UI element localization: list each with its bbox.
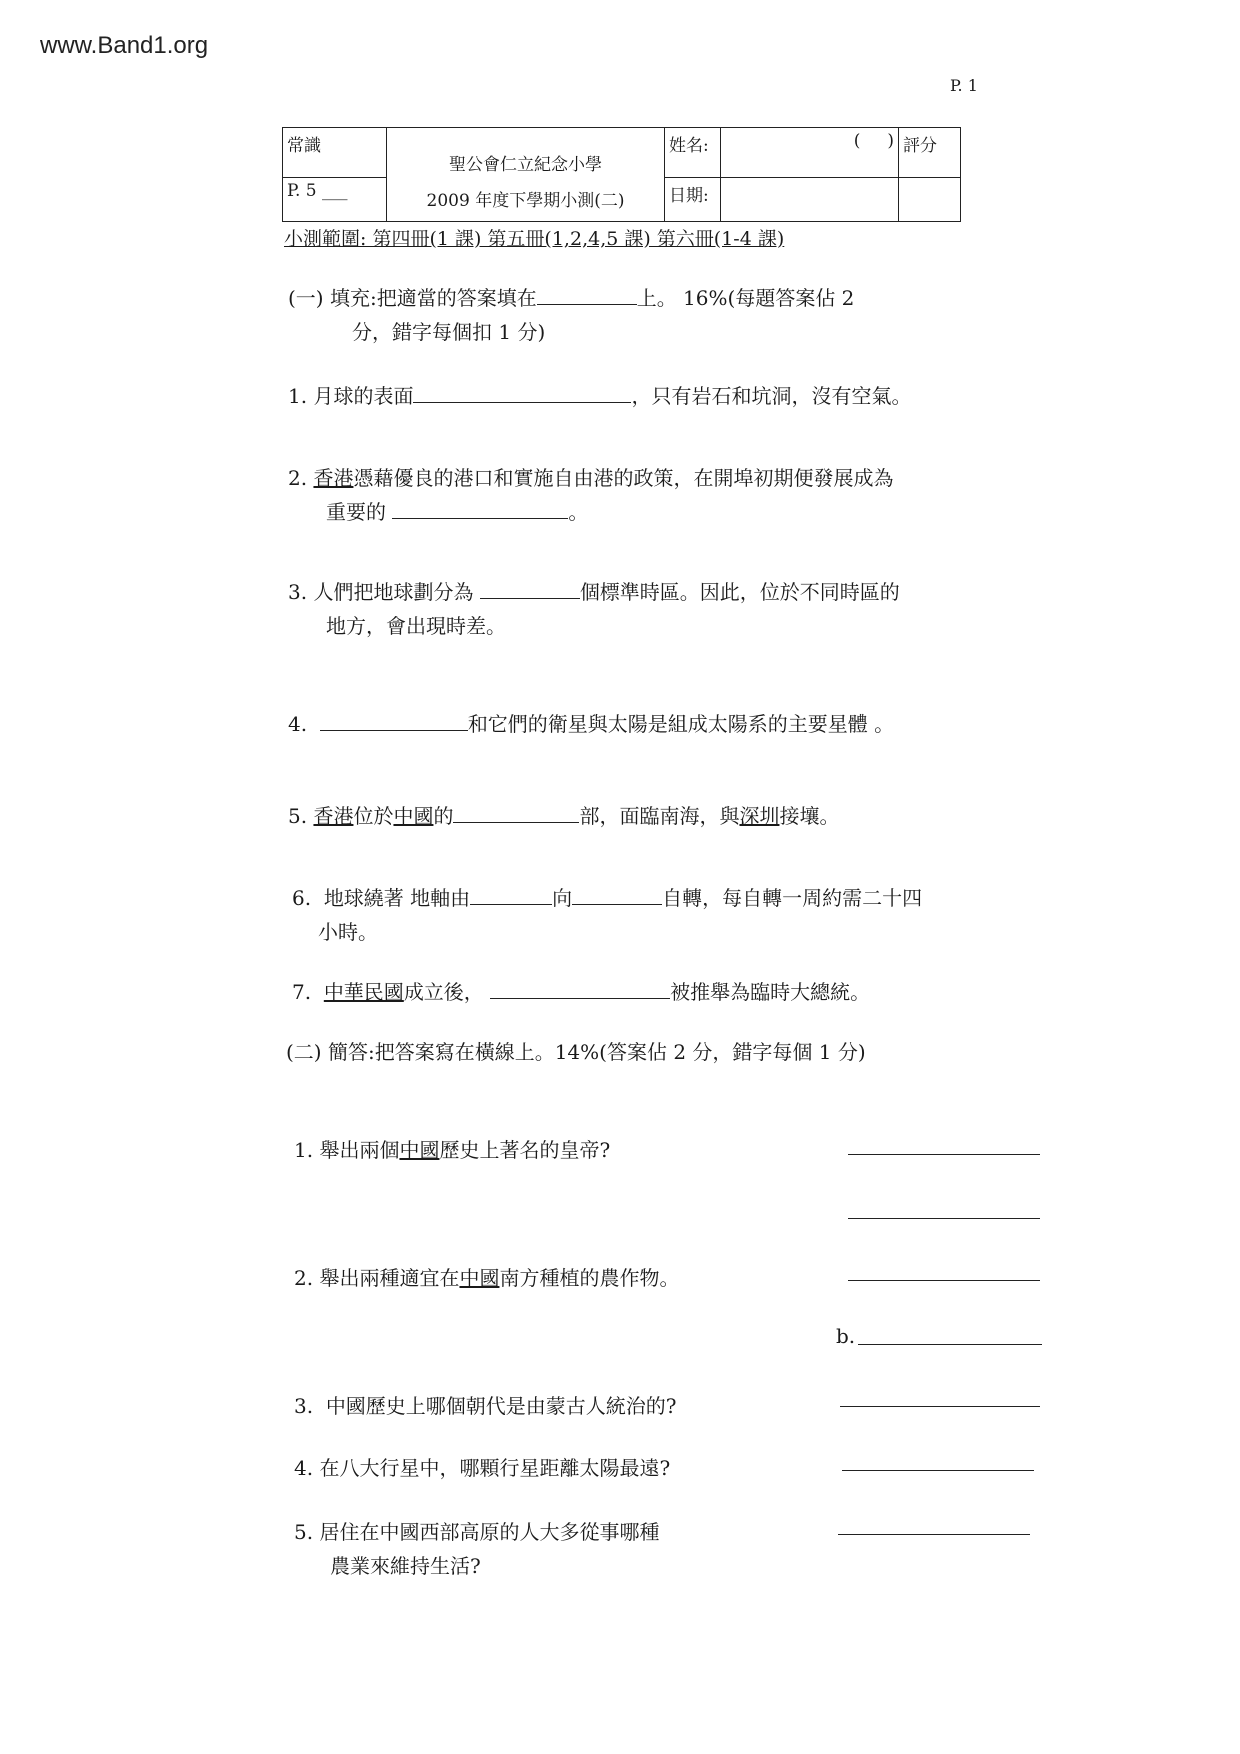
- date-label-cell: [665, 178, 721, 222]
- s1-q6-blank-to[interactable]: [572, 884, 662, 905]
- school-cell: [387, 128, 665, 222]
- q-text: 中國歷史上哪個朝代是由蒙古人統治的?: [325, 1394, 677, 1418]
- q-text: 歷史上著名的皇帝?: [439, 1138, 611, 1162]
- header-table: [282, 127, 961, 222]
- s1-q1-blank[interactable]: [413, 382, 631, 403]
- q-text: 憑藉優良的港口和實施自由港的政策，在開埠初期便發展成為: [353, 466, 894, 490]
- q-text: 居住在中國西部高原的人大多從事哪種: [319, 1520, 660, 1544]
- s1-q4: [288, 708, 894, 740]
- place-name: 香港: [313, 804, 354, 828]
- q-number: 3.: [288, 580, 308, 604]
- class-number: ( ): [853, 131, 894, 151]
- q-text: 成立後，: [403, 980, 484, 1004]
- s2-q2-b-label: b.: [836, 1324, 856, 1348]
- q-text: 月球的表面: [313, 384, 414, 408]
- section1-title-b: 上。 16%(每題答案佔 2: [636, 286, 855, 310]
- date-field[interactable]: [721, 178, 899, 222]
- section2-title: (二) 簡答:把答案寫在橫線上。14%(答案佔 2 分，錯字每個 1 分): [286, 1040, 866, 1064]
- section1-title: [288, 282, 854, 314]
- q-number: 4.: [288, 712, 308, 736]
- q-text: ，只有岩石和坑洞，沒有空氣。: [631, 384, 912, 408]
- s1-q6: [292, 882, 922, 914]
- s1-q3: [288, 576, 900, 608]
- s2-q2-answer-a[interactable]: [848, 1280, 1040, 1281]
- place-name: 中國: [393, 804, 434, 828]
- q-text: 被推舉為臨時大總統。: [670, 980, 871, 1004]
- q-number: 4.: [294, 1456, 314, 1480]
- subject-label: 常識: [287, 136, 321, 156]
- place-name: 中國: [459, 1266, 500, 1290]
- s2-q5-answer[interactable]: [838, 1534, 1030, 1535]
- name-field[interactable]: [721, 128, 899, 178]
- s2-q5: [294, 1516, 659, 1548]
- q-text: 地球繞著 地軸由: [323, 886, 471, 910]
- grade-cell: [283, 178, 387, 222]
- s2-q3: [294, 1390, 677, 1422]
- q-number: 2.: [294, 1266, 314, 1290]
- site-watermark: www.Band1.org: [40, 32, 209, 59]
- q-number: 3.: [294, 1394, 314, 1418]
- s1-q6-line2: 小時。: [318, 920, 378, 944]
- name-label-cell: [665, 128, 721, 178]
- page-number: P. 1: [950, 76, 978, 95]
- q-text: 位於: [353, 804, 394, 828]
- s1-q3-blank[interactable]: [480, 578, 580, 599]
- q-number: 7.: [292, 980, 312, 1004]
- s1-q2: [288, 462, 893, 494]
- q-text: 。: [568, 500, 589, 524]
- s2-q5-line2: 農業來維持生活?: [330, 1554, 481, 1578]
- q-number: 2.: [288, 466, 308, 490]
- quiz-scope: 小測範圍: 第四冊(1 課) 第五冊(1,2,4,5 課) 第六冊(1-4 課): [284, 228, 785, 250]
- s1-q2-line2: [326, 496, 588, 528]
- q-text: 個標準時區。因此，位於不同時區的: [579, 580, 900, 604]
- section1-title-cont: 分，錯字每個扣 1 分): [352, 320, 546, 344]
- s1-q4-blank[interactable]: [320, 710, 468, 731]
- subject-cell: [283, 128, 387, 178]
- place-name: 中國: [399, 1138, 440, 1162]
- s2-q1: [294, 1134, 610, 1166]
- s1-q6-blank-from[interactable]: [470, 884, 552, 905]
- place-name: 中華民國: [323, 980, 404, 1004]
- q-text: 向: [552, 886, 573, 910]
- example-blank: [537, 284, 637, 305]
- s2-q1-answer-b[interactable]: [848, 1218, 1040, 1219]
- q-text: 在八大行星中，哪顆行星距離太陽最遠?: [319, 1456, 671, 1480]
- q-text: 人們把地球劃分為: [313, 580, 474, 604]
- q-text: 南方種植的農作物。: [499, 1266, 680, 1290]
- exam-title: 2009 年度下學期小測(二): [426, 191, 625, 211]
- q-text: 自轉，每自轉一周約需二十四: [662, 886, 923, 910]
- place-name: 深圳: [739, 804, 780, 828]
- s1-q7: [292, 976, 870, 1008]
- s1-q5: [288, 800, 839, 832]
- q-number: 5.: [294, 1520, 314, 1544]
- q-text: 部，面臨南海，與: [579, 804, 740, 828]
- school-name: 聖公會仁立紀念小學: [449, 155, 602, 175]
- score-label: 評分: [903, 136, 937, 156]
- s1-q1: [288, 380, 911, 412]
- grade-label: P. 5 ___: [287, 181, 348, 202]
- s1-q2-blank[interactable]: [392, 498, 568, 519]
- q-text: 舉出兩種適宜在: [319, 1266, 460, 1290]
- s1-q5-blank[interactable]: [453, 802, 579, 823]
- q-number: 5.: [288, 804, 308, 828]
- name-label: 姓名:: [669, 136, 709, 156]
- q-number: 1.: [288, 384, 308, 408]
- s1-q7-blank[interactable]: [490, 978, 670, 999]
- q-text: 和它們的衛星與太陽是組成太陽系的主要星體 。: [467, 712, 895, 736]
- section1-title-a: (一) 填充:把適當的答案填在: [288, 286, 537, 310]
- q-text: 接壤。: [779, 804, 840, 828]
- q-text: 舉出兩個: [319, 1138, 400, 1162]
- date-label: 日期:: [669, 186, 709, 207]
- s2-q1-answer-a[interactable]: [848, 1154, 1040, 1155]
- s2-q3-answer[interactable]: [840, 1406, 1040, 1407]
- q-number: 1.: [294, 1138, 314, 1162]
- q-text: 的: [433, 804, 454, 828]
- score-label-cell: [899, 128, 961, 178]
- score-field[interactable]: [899, 178, 961, 222]
- q-number: 6.: [292, 886, 312, 910]
- q-text: 重要的: [326, 500, 386, 524]
- s2-q4-answer[interactable]: [842, 1470, 1034, 1471]
- place-name: 香港: [313, 466, 354, 490]
- s2-q2: [294, 1262, 679, 1294]
- s2-q2-answer-b[interactable]: [858, 1344, 1042, 1345]
- s1-q3-line2: 地方，會出現時差。: [326, 614, 506, 638]
- s2-q4: [294, 1452, 670, 1484]
